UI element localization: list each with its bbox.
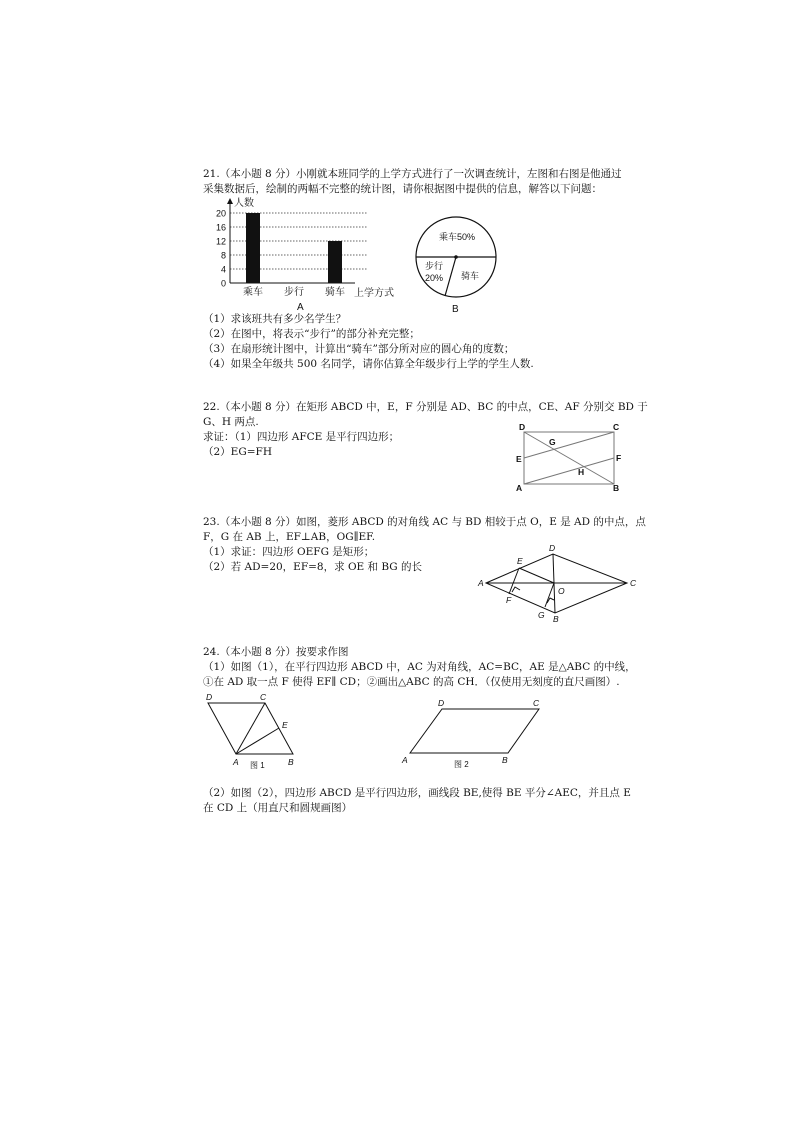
y-tick-label: 0 <box>220 278 226 289</box>
q21-sub-3: （3）在扇形统计图中，计算出“骑车”部分所对应的圆心角的度数； <box>203 343 515 355</box>
figure-1-caption: 图 1 <box>250 761 265 770</box>
y-tick-label: 12 <box>215 236 226 247</box>
label-c: C <box>533 698 540 708</box>
label-e: E <box>282 720 288 730</box>
pie-radius <box>445 257 456 296</box>
bar <box>246 213 260 283</box>
y-tick-label: 20 <box>215 208 226 219</box>
label-e: E <box>516 454 522 464</box>
pie-segment-label: 乘车50% <box>439 232 476 242</box>
label-f: F <box>616 453 622 463</box>
pie-figure-label: B <box>452 304 459 315</box>
q24-line-3: ①在 AD 取一点 F 使得 EF∥ CD；②画出△ABC 的高 CH．（仅使用无刻度的直尺画图）. <box>203 676 620 688</box>
label-a: A <box>478 578 484 588</box>
label-o: O <box>558 586 565 596</box>
label-b: B <box>613 483 620 493</box>
pie-chart <box>410 212 505 317</box>
rectangle-figure <box>512 420 632 495</box>
label-a: A <box>402 755 408 765</box>
label-c: C <box>260 692 267 702</box>
q23-line-1: 23.（本小题 8 分）如图，菱形 ABCD 的对角线 AC 与 BD 相较于点 O，E 是 AD 的中点，点 <box>203 516 646 528</box>
y-axis-arrow <box>227 198 233 204</box>
y-tick-label: 16 <box>215 222 226 233</box>
bar-ticks <box>216 209 226 289</box>
q24-line-1: 24.（本小题 8 分）按要求作图 <box>203 646 349 658</box>
pie-segment-label: 20% <box>425 273 444 283</box>
pie-center <box>454 255 458 259</box>
category-label: 步行 <box>284 287 304 298</box>
bar-chart <box>200 195 405 313</box>
figure-2 <box>398 695 558 775</box>
bar-xlabel: 上学方式 <box>354 288 394 299</box>
bar-figure-label: A <box>297 302 304 313</box>
q24-line-4: （2）如图（2），四边形 ABCD 是平行四边形，画线段 BE,使得 BE 平分∠AEC，并且点 E <box>203 787 631 799</box>
y-tick-label: 8 <box>220 250 226 261</box>
rhombus-figure <box>474 540 644 628</box>
label-b: B <box>502 755 508 765</box>
q22-line-1: 22.（本小题 8 分）在矩形 ABCD 中，E，F 分别是 AD、BC 的中点，CE、AF 分别交 BD 于 <box>203 401 648 413</box>
label-b: B <box>553 614 559 624</box>
q21-line-1: 21.（本小题 8 分）小刚就本班同学的上学方式进行了一次调查统计，左图和右图是他通过 <box>203 168 622 180</box>
category-label: 骑车 <box>325 287 345 298</box>
q22-line-3: 求证：（1）四边形 AFCE 是平行四边形； <box>203 431 400 443</box>
q21-sub-2: （2）在图中，将表示“步行”的部分补充完整； <box>203 328 420 340</box>
label-a: A <box>516 483 523 493</box>
q21-sub-1: （1）求该班共有多少名学生？ <box>203 313 347 325</box>
label-b: B <box>288 757 294 767</box>
bar-ylabel: 人数 <box>234 198 254 209</box>
bar-marks <box>246 213 342 283</box>
label-g: G <box>538 610 545 620</box>
q21-line-2: 采集数据后，绘制的两幅不完整的统计图，请你根据图中提供的信息，解答以下问题： <box>203 183 602 195</box>
label-a: A <box>233 757 239 767</box>
label-f: F <box>506 595 512 605</box>
bar-cats <box>243 285 345 298</box>
label-d: D <box>549 543 556 553</box>
label-c: C <box>630 578 637 588</box>
pie-segment-label: 骑车 <box>461 271 480 281</box>
q21-sub-4: （4）如果全年级共 500 名同学，请你估算全年级步行上学的学生人数. <box>203 358 534 370</box>
figure-1 <box>198 690 308 772</box>
q22-line-2: G、H 两点. <box>203 416 259 428</box>
label-h: H <box>578 467 585 477</box>
q23-line-2: F，G 在 AB 上，EF⊥AB，OG∥EF. <box>203 531 376 543</box>
q23-line-4: （2）若 AD=20，EF=8，求 OE 和 BG 的长 <box>203 561 423 573</box>
bar <box>328 241 342 283</box>
figure-2-caption: 图 2 <box>454 760 469 769</box>
pie-segment-label: 步行 <box>425 261 444 271</box>
q24-line-5: 在 CD 上（用直尺和圆规画图） <box>203 802 353 814</box>
label-c: C <box>613 422 620 432</box>
label-d: D <box>206 692 213 702</box>
label-g: G <box>549 437 556 447</box>
q24-line-2: （1）如图（1），在平行四边形 ABCD 中，AC 为对角线，AC=BC，AE 是△ABC 的中线， <box>203 661 636 673</box>
label-e: E <box>517 556 523 566</box>
q23-line-3: （1）求证：四边形 OEFG 是矩形； <box>203 546 375 558</box>
label-d: D <box>519 422 526 432</box>
y-tick-label: 4 <box>220 264 226 275</box>
label-d: D <box>438 698 445 708</box>
q22-line-4: （2）EG=FH <box>203 446 272 458</box>
category-label: 乘车 <box>243 287 263 298</box>
